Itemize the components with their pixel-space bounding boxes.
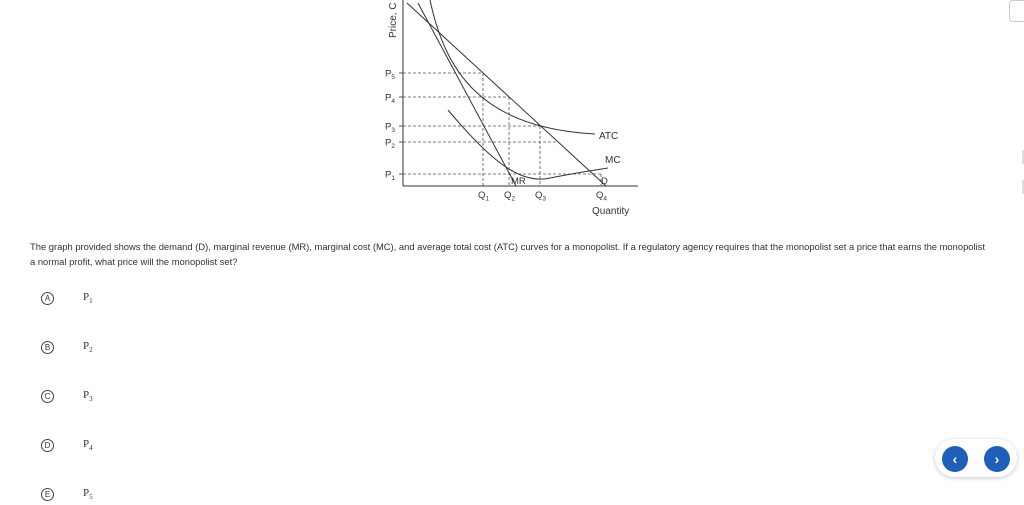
answer-option-a[interactable] (41, 290, 93, 306)
y-tick-subscript: 5 (391, 74, 395, 81)
previous-button[interactable] (942, 446, 968, 472)
option-label (83, 389, 93, 403)
option-label (83, 340, 93, 354)
y-tick-label-p3: $P_3$ (385, 121, 395, 134)
mc-label: MC (605, 155, 621, 166)
option-label-name: P (83, 388, 90, 401)
mc-curve (448, 110, 608, 179)
option-label-subscript: 2 (89, 346, 93, 355)
x-tick-label-q2: $Q_2$ (504, 190, 516, 203)
demand-curve (407, 3, 606, 186)
x-tick-subscript: 4 (603, 195, 608, 203)
option-label (83, 291, 93, 305)
option-label-name: P (83, 437, 90, 450)
monopoly-graph (370, 0, 660, 225)
answer-option-d[interactable] (41, 437, 93, 453)
y-tick-label-p5: $P_5$ (385, 68, 395, 81)
option-label-subscript: 3 (89, 395, 93, 404)
option-letter-badge[interactable]: B (41, 341, 54, 354)
y-axis-label: Price, C (388, 2, 399, 38)
x-tick-label-q1: $Q_1$ (478, 190, 490, 203)
y-tick-subscript: 4 (391, 98, 395, 105)
x-tick-label-q4: $Q_4$ (596, 190, 608, 203)
next-button[interactable] (984, 446, 1010, 472)
option-label-name: P (83, 290, 90, 303)
option-label-subscript: 1 (89, 297, 93, 306)
side-panel-tab[interactable] (1009, 0, 1024, 22)
atc-label: ATC (599, 131, 619, 142)
mr-curve (418, 3, 516, 186)
y-tick-label-p1: $P_1$ (385, 169, 395, 182)
option-label-name: P (83, 339, 90, 352)
x-axis-label: Quantity (592, 206, 630, 217)
option-label (83, 487, 93, 501)
option-letter-badge[interactable]: C (41, 390, 54, 403)
d-label: D (601, 176, 608, 187)
option-label-name: P (83, 486, 90, 499)
y-tick-label-p4: $P_4$ (385, 92, 395, 105)
option-label-subscript: 5 (89, 493, 93, 502)
y-tick-label-p2: $P_2$ (385, 137, 395, 150)
y-tick-subscript: 2 (391, 143, 395, 150)
chevron-left-icon: ‹ (952, 451, 958, 467)
x-tick-subscript: 1 (485, 195, 490, 203)
option-letter-badge[interactable]: E (41, 488, 54, 501)
option-letter-badge[interactable]: A (41, 292, 54, 305)
option-label-subscript: 4 (89, 444, 93, 453)
answer-option-b[interactable] (41, 339, 93, 355)
x-tick-subscript: 2 (511, 195, 516, 203)
x-tick-subscript: 3 (542, 195, 547, 203)
option-letter-badge[interactable]: D (41, 439, 54, 452)
question-text: The graph provided shows the demand (D), marginal revenue (MR), marginal cost (MC), and average total cost (ATC) curves for a monopolist. If a regulatory agency requires that the monopolist set a price that earns the monopolist a normal profit, what price will the monopolist set? (30, 241, 985, 267)
navigation-bar (935, 439, 1017, 477)
answer-option-c[interactable] (41, 388, 93, 404)
atc-curve (430, 0, 595, 134)
mr-label: MR (511, 176, 526, 187)
y-tick-subscript: 1 (391, 175, 395, 182)
x-tick-label-q3: $Q_3$ (535, 190, 547, 203)
option-label (83, 438, 93, 452)
chevron-right-icon: › (994, 451, 1000, 467)
y-tick-subscript: 3 (391, 127, 395, 134)
answer-option-e[interactable] (41, 486, 93, 502)
